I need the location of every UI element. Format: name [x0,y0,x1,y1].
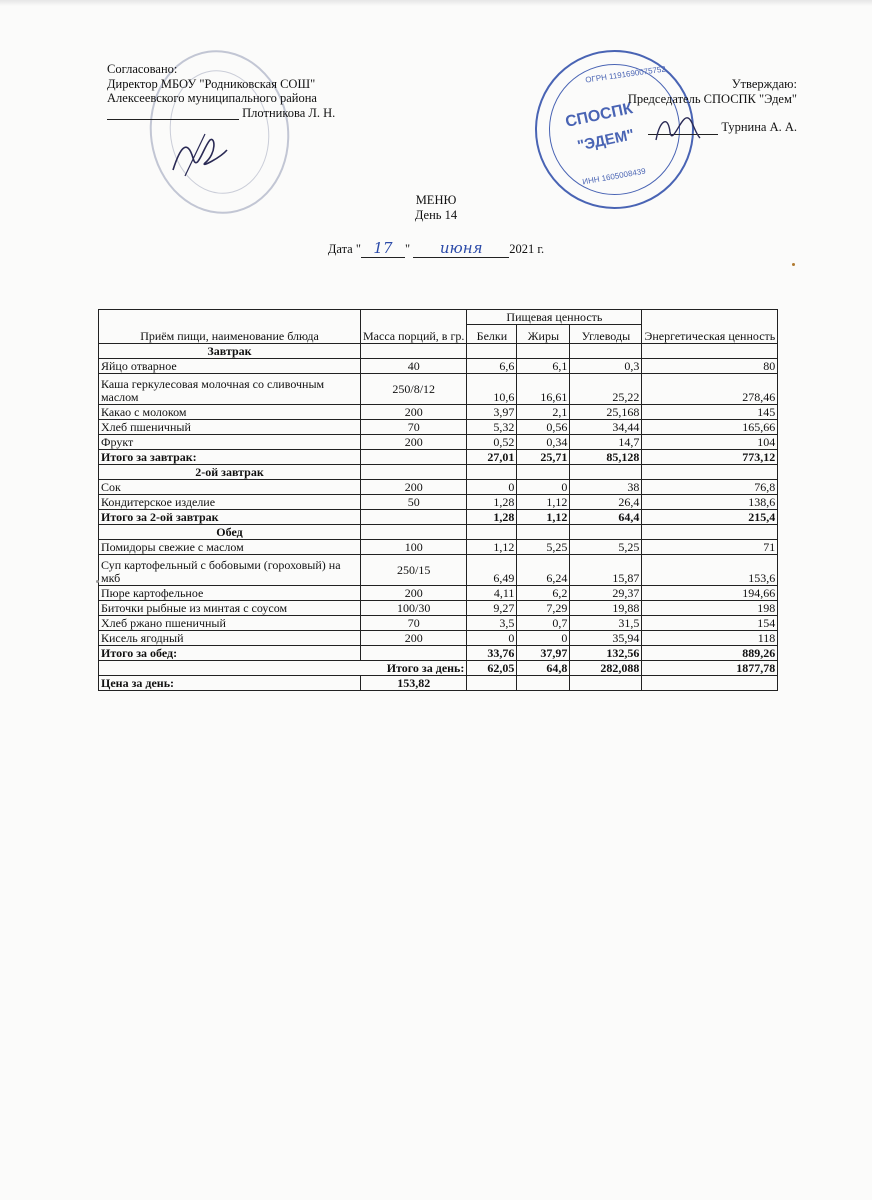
dish-protein: 0 [467,631,517,646]
empty-cell [517,676,570,691]
dish-mass: 200 [361,586,467,601]
dish-fat: 0,7 [517,616,570,631]
header-mass: Масса порций, в гр. [361,310,467,344]
empty-cell [517,525,570,540]
dish-mass: 50 [361,495,467,510]
dish-carbs: 34,44 [570,420,642,435]
dish-energy: 138,6 [642,495,778,510]
date-year: 2021 г. [509,242,545,256]
dish-energy: 194,66 [642,586,778,601]
dish-protein: 5,32 [467,420,517,435]
dish-energy: 198 [642,601,778,616]
dish-carbs: 38 [570,480,642,495]
total-label: Итого за завтрак: [99,450,361,465]
total-label: Итого за 2-ой завтрак [99,510,361,525]
dish-mass: 70 [361,616,467,631]
table-row [99,495,778,510]
header-fat: Жиры [517,325,570,344]
dish-fat: 0 [517,631,570,646]
approval-signer: Плотникова Л. Н. [242,105,336,120]
empty-cell [361,465,467,480]
dish-name: Помидоры свежие с маслом [99,540,361,555]
approval-block [107,62,335,120]
stamp-name: СПОСПК [563,100,635,131]
dish-carbs: 25,168 [570,405,642,420]
dish-mass: 100 [361,540,467,555]
scan-speck [96,580,99,583]
dish-mass: 250/15 [361,555,467,586]
table-row [99,359,778,374]
menu-table [98,309,778,691]
dish-mass: 70 [361,420,467,435]
total-fat: 1,12 [517,510,570,525]
dish-protein: 0 [467,480,517,495]
table-row [99,405,778,420]
empty-cell [467,676,517,691]
table-row [99,374,778,405]
table-row [99,480,778,495]
dish-carbs: 15,87 [570,555,642,586]
header-carbs: Углеводы [570,325,642,344]
scan-edge [0,0,872,6]
approval-heading: Согласовано: [107,62,178,76]
dish-fat: 5,25 [517,540,570,555]
dish-carbs: 0,3 [570,359,642,374]
signature-right [650,110,705,150]
day-total-energy: 1877,78 [642,661,778,676]
dish-energy: 71 [642,540,778,555]
dish-carbs: 19,88 [570,601,642,616]
day-total-fat: 64,8 [517,661,570,676]
section-title: Завтрак [99,344,361,359]
table-row [99,631,778,646]
dish-protein: 4,11 [467,586,517,601]
total-energy: 215,4 [642,510,778,525]
total-protein: 1,28 [467,510,517,525]
dish-mass: 40 [361,359,467,374]
date-line: Дата " 17 " июня 2021 г. [327,239,545,257]
day-total-carbs: 282,088 [570,661,642,676]
confirm-chairman: Председатель СПОСПК "Эдем" [627,91,797,106]
empty-cell [361,646,467,661]
empty-cell [570,525,642,540]
dish-energy: 153,6 [642,555,778,586]
dish-name: Биточки рыбные из минтая с соусом [99,601,361,616]
dish-name: Кисель ягодный [99,631,361,646]
dish-fat: 0,34 [517,435,570,450]
dish-carbs: 29,37 [570,586,642,601]
table-row [99,601,778,616]
approval-district: Алексеевского муниципального района [107,91,317,105]
signature-left [165,128,235,183]
table-row [99,586,778,601]
empty-cell [642,525,778,540]
dish-fat: 6,24 [517,555,570,586]
dish-energy: 104 [642,435,778,450]
dish-protein: 1,28 [467,495,517,510]
dish-name: Фрукт [99,435,361,450]
dish-fat: 1,12 [517,495,570,510]
header-nutrition: Пищевая ценность [467,310,642,325]
header-energy: Энергетическая ценность [642,310,778,344]
day-total-row [99,661,778,676]
section-total-row [99,450,778,465]
dish-carbs: 14,7 [570,435,642,450]
approval-director: Директор МБОУ "Родниковская СОШ" [107,76,316,91]
section-row [99,465,778,480]
empty-cell [517,465,570,480]
dish-protein: 9,27 [467,601,517,616]
dish-name: Яйцо отварное [99,359,361,374]
price-value: 153,82 [361,676,467,691]
dish-energy: 80 [642,359,778,374]
header-meal: Приём пищи, наименование блюда [99,310,361,344]
dish-fat: 2,1 [517,405,570,420]
dish-protein: 6,6 [467,359,517,374]
dish-fat: 0,56 [517,420,570,435]
total-fat: 37,97 [517,646,570,661]
total-protein: 33,76 [467,646,517,661]
empty-cell [642,465,778,480]
empty-cell [467,525,517,540]
menu-title [0,193,872,222]
section-total-row [99,510,778,525]
dish-fat: 6,2 [517,586,570,601]
date-day: 17 [361,239,405,258]
dish-mass: 200 [361,435,467,450]
total-carbs: 64,4 [570,510,642,525]
dish-name: Каша геркулесовая молочная со сливочным маслом [99,374,361,405]
dish-protein: 3,5 [467,616,517,631]
dish-protein: 0,52 [467,435,517,450]
empty-cell [361,344,467,359]
day-total-protein: 62,05 [467,661,517,676]
price-label: Цена за день: [99,676,361,691]
dish-mass: 100/30 [361,601,467,616]
dish-energy: 154 [642,616,778,631]
section-total-row [99,646,778,661]
dish-carbs: 5,25 [570,540,642,555]
dish-protein: 10,6 [467,374,517,405]
scan-speck [792,263,795,266]
dish-name: Хлеб ржано пшеничный [99,616,361,631]
dish-carbs: 35,94 [570,631,642,646]
dish-energy: 278,46 [642,374,778,405]
stamp-ogrn: ОГРН 1191690075752 [584,64,667,85]
empty-cell [570,344,642,359]
table-row [99,435,778,450]
confirm-signer: Турнина А. А. [721,120,797,134]
day-total-label: Итого за день: [99,661,467,676]
dish-carbs: 25,22 [570,374,642,405]
total-carbs: 85,128 [570,450,642,465]
date-month: июня [413,239,509,258]
dish-carbs: 26,4 [570,495,642,510]
dish-carbs: 31,5 [570,616,642,631]
dish-name: Суп картофельный с бобовыми (гороховый) на мкб [99,555,361,586]
empty-cell [642,676,778,691]
empty-cell [570,676,642,691]
dish-fat: 0 [517,480,570,495]
empty-cell [361,510,467,525]
dish-mass: 250/8/12 [361,374,467,405]
total-carbs: 132,56 [570,646,642,661]
dish-name: Сок [99,480,361,495]
menu-heading: МЕНЮ [415,193,457,207]
dish-fat: 6,1 [517,359,570,374]
dish-energy: 118 [642,631,778,646]
total-energy: 889,26 [642,646,778,661]
stamp-inn: ИНН 1605008439 [581,166,647,187]
dish-fat: 7,29 [517,601,570,616]
dish-name: Пюре картофельное [99,586,361,601]
empty-cell [467,344,517,359]
header-protein: Белки [467,325,517,344]
total-fat: 25,71 [517,450,570,465]
section-row [99,525,778,540]
dish-mass: 200 [361,480,467,495]
table-row [99,616,778,631]
total-protein: 27,01 [467,450,517,465]
empty-cell [361,450,467,465]
empty-cell [517,344,570,359]
dish-protein: 1,12 [467,540,517,555]
table-row [99,420,778,435]
total-label: Итого за обед: [99,646,361,661]
confirm-heading: Утверждаю: [731,77,797,91]
empty-cell [361,525,467,540]
table-row [99,555,778,586]
menu-day: День 14 [414,207,458,222]
section-title: Обед [99,525,361,540]
approval-signature-line [107,106,335,121]
dish-protein: 3,97 [467,405,517,420]
empty-cell [642,344,778,359]
dish-mass: 200 [361,631,467,646]
section-row [99,344,778,359]
dish-fat: 16,61 [517,374,570,405]
section-title: 2-ой завтрак [99,465,361,480]
empty-cell [570,465,642,480]
dish-energy: 76,8 [642,480,778,495]
empty-cell [467,465,517,480]
dish-name: Какао с молоком [99,405,361,420]
total-energy: 773,12 [642,450,778,465]
table-row [99,540,778,555]
stamp-name-quoted: "ЭДЕМ" [575,126,636,155]
dish-energy: 165,66 [642,420,778,435]
dish-name: Кондитерское изделие [99,495,361,510]
dish-mass: 200 [361,405,467,420]
dish-energy: 145 [642,405,778,420]
dish-protein: 6,49 [467,555,517,586]
dish-name: Хлеб пшеничный [99,420,361,435]
price-row [99,676,778,691]
